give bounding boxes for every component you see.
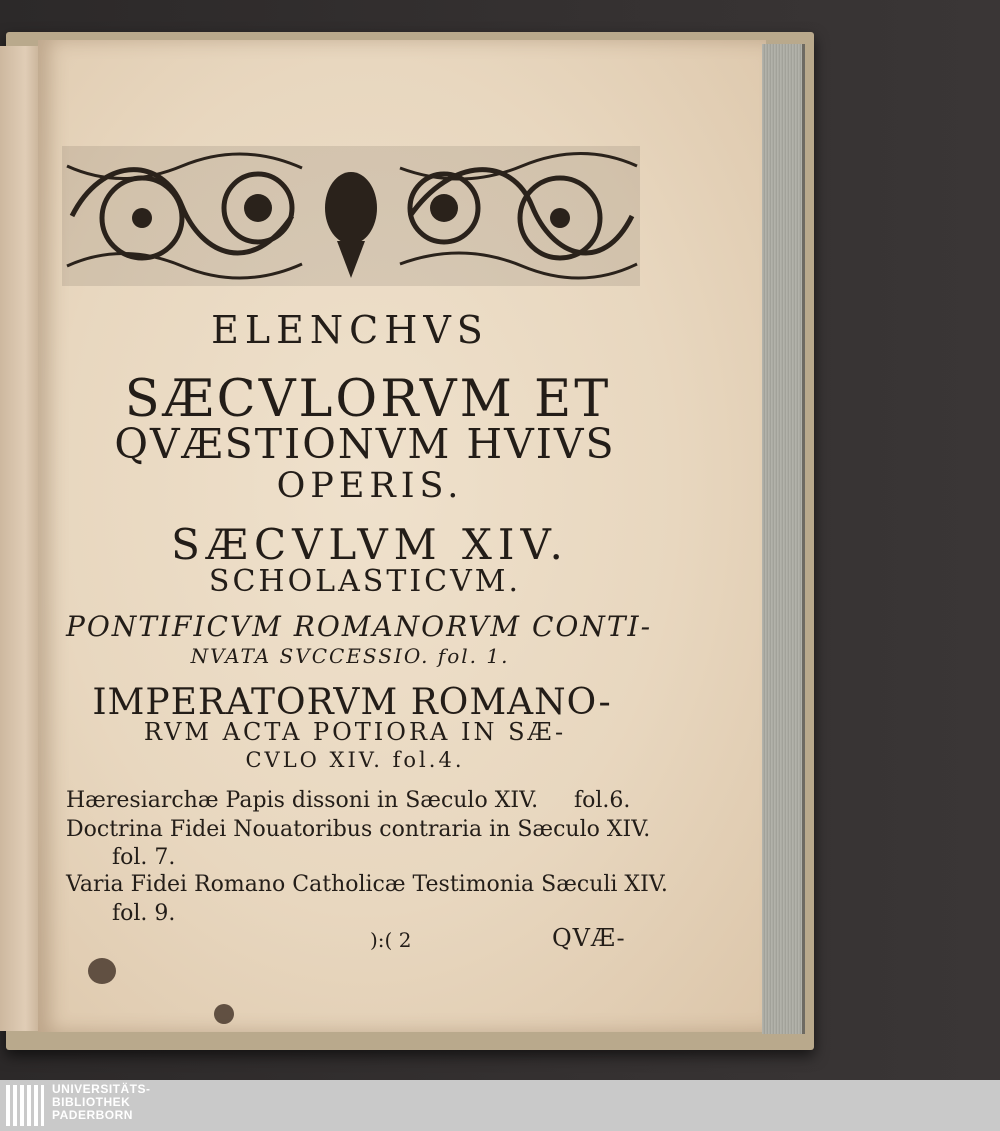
list-item-text: Varia Fidei Romano Catholicæ Testimonia Sæculi XIV.	[66, 872, 668, 897]
signature-mark: ):( 2	[370, 928, 412, 952]
imperatorum-heading: RVM ACTA POTIORA IN SÆ-	[143, 718, 567, 746]
page-block-edges	[762, 44, 805, 1034]
catchword: QVÆ-	[552, 924, 626, 952]
list-item-text: Hæresiarchæ Papis dissoni in Sæculo XIV.	[66, 788, 539, 813]
library-logo-icon	[4, 1083, 46, 1128]
footer-bar	[0, 1080, 1000, 1131]
stain-spot	[214, 1004, 234, 1024]
logo-line: PADERBORN	[52, 1108, 133, 1122]
logo-line: UNIVERSITÄTS-	[52, 1082, 151, 1096]
imperatorum-heading: IMPERATORVM ROMANO-	[92, 682, 612, 723]
list-item-text: Doctrina Fidei Nouatoribus contraria in Sæculo XIV.	[66, 817, 651, 842]
title-line: SÆCVLORVM ET	[124, 370, 612, 429]
title-line: ELENCHVS	[211, 308, 489, 352]
title-line: OPERIS.	[276, 466, 464, 506]
logo-line: BIBLIOTHEK	[52, 1095, 131, 1109]
library-logo-text	[52, 1083, 151, 1122]
stain-spot	[88, 958, 116, 984]
left-page-edge	[0, 46, 42, 1031]
pontificum-heading: PONTIFICVM ROMANORVM CONTI-	[66, 610, 653, 643]
list-item-folio: fol. 9.	[112, 901, 176, 926]
list-item-folio: fol.6.	[574, 788, 631, 813]
list-item-folio: fol. 7.	[112, 845, 176, 870]
section-subheading: SCHOLASTICVM.	[208, 564, 522, 599]
pontificum-heading: NVATA SVCCESSIO. fol. 1.	[190, 644, 510, 668]
title-line: QVÆSTIONVM HVIVS	[114, 420, 616, 468]
section-heading: SÆCVLVM XIV.	[171, 520, 569, 569]
imperatorum-heading: CVLO XIV. fol.4.	[245, 748, 465, 772]
ornamental-headpiece-icon	[62, 146, 640, 286]
